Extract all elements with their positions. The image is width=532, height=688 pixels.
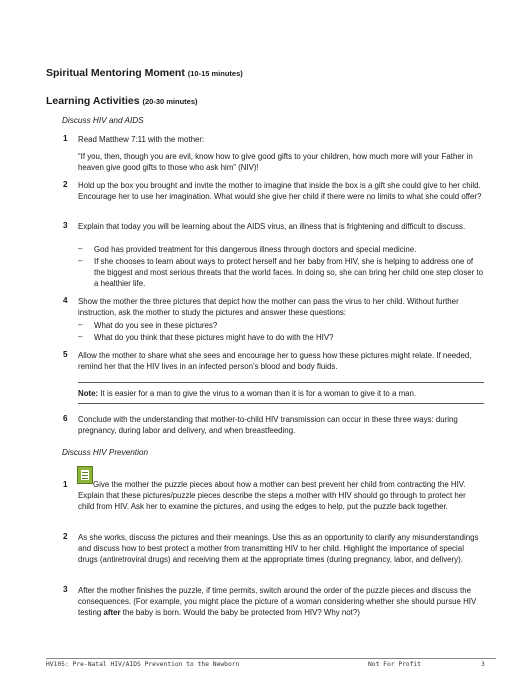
item-number: 3 (63, 585, 68, 594)
item-number: 5 (63, 350, 68, 359)
note-text: It is easier for a man to give the virus to a woman than it is for a woman to give it to a man. (98, 389, 417, 398)
heading-learning-title: Learning Activities (46, 95, 140, 107)
item-text-bold: after (103, 608, 121, 618)
item-text-part: After the mother finishes the puzzle, if time permits, switch around the order of the puzzle pieces and discuss the consequences. (For example, you might place the picture of a woman considering whether she should pursue HIV testing (78, 586, 477, 618)
item-number: 6 (63, 414, 68, 423)
bullet-text: What do you see in these pictures? (94, 321, 218, 330)
bullet-text: If she chooses to learn about ways to protect herself and her baby from HIV, she is helping to address one of the biggest and most serious threats that the world faces. In doing so, she can bring her child one step closer to a healthier life. (94, 257, 484, 289)
bullet-dash: – (78, 244, 83, 253)
bullet-text: What do you think that these pictures might have to do with the HIV? (94, 333, 334, 342)
section-title-prevention: Discuss HIV Prevention (62, 448, 149, 457)
footer-divider (46, 658, 496, 659)
section-title-hiv: Discuss HIV and AIDS (62, 116, 144, 125)
heading-spiritual (46, 67, 243, 79)
scripture-quote: “If you, then, though you are evil, know how to give good gifts to your children, how much more will your Father in heaven give good gifts to those who ask him” (NIV)! (78, 152, 473, 173)
item-text: Hold up the box you brought and invite the mother to imagine that inside the box is a gift she could give to her child. Encourage her to use her imagination. What would she give her child if there were no limits to what she could offer? (78, 181, 482, 202)
bullet-text: God has provided treatment for this dangerous illness through doctors and special medicine. (94, 245, 417, 254)
footer-page-number: 3 (481, 661, 485, 668)
item-number: 1 (63, 480, 68, 489)
item-text: Show the mother the three pictures that depict how the mother can pass the virus to her child. Without further instruction, ask the mother to study the pictures and answer these questions: (78, 297, 459, 318)
item-text-part: the baby is born. Would the baby be protected from HIV? Why not?) (120, 608, 360, 618)
item-text: Conclude with the understanding that mother-to-child HIV transmission can occur in these three ways: during pregnancy, during labor and delivery, and when breastfeeding. (78, 415, 458, 436)
note-label: Note: (78, 389, 99, 398)
item-number: 1 (63, 134, 68, 143)
item-number: 3 (63, 221, 68, 230)
heading-spiritual-time: (10-15 minutes) (187, 69, 243, 78)
note-box (78, 382, 484, 404)
heading-learning (46, 95, 198, 107)
item-text (78, 585, 484, 619)
bullet-dash: – (78, 332, 83, 341)
item-number: 2 (63, 180, 68, 189)
footer-status: Not For Profit (368, 661, 422, 668)
item-text: As she works, discuss the pictures and their meanings. Use this as an opportunity to clarify any misunderstandings and discuss how to best protect a mother from transmitting HIV to her child. Highlight the importance of special drugs (antiretroviral drugs) and receiving them at the appropriate times (during pregnancy, labor, and delivery). (78, 533, 479, 565)
item-number: 4 (63, 296, 68, 305)
item-text: Give the mother the puzzle pieces about how a mother can best prevent her child from contracting the HIV. Explain that these pictures/puzzle pieces describe the steps a mother with HIV should go through to protect her child from HIV. Ask her to examine the pictures, and using the edges to help, put the puzzle back together. (78, 480, 466, 512)
bullet-dash: – (78, 320, 83, 329)
item-text: Allow the mother to share what she sees and encourage her to guess how these pictures might relate. If needed, remind her that the HIV lives in an infected person’s blood and body fluids. (78, 351, 472, 372)
footer-course: HV105: Pre-Natal HIV/AIDS Prevention to the Newborn (46, 661, 240, 668)
bullet-dash: – (78, 256, 83, 265)
heading-learning-time: (20-30 minutes) (142, 97, 198, 106)
heading-spiritual-title: Spiritual Mentoring Moment (46, 67, 185, 79)
item-text: Explain that today you will be learning about the AIDS virus, an illness that is frightening and difficult to discuss. (78, 222, 466, 231)
item-text: Read Matthew 7:11 with the mother: (78, 135, 205, 144)
item-number: 2 (63, 532, 68, 541)
